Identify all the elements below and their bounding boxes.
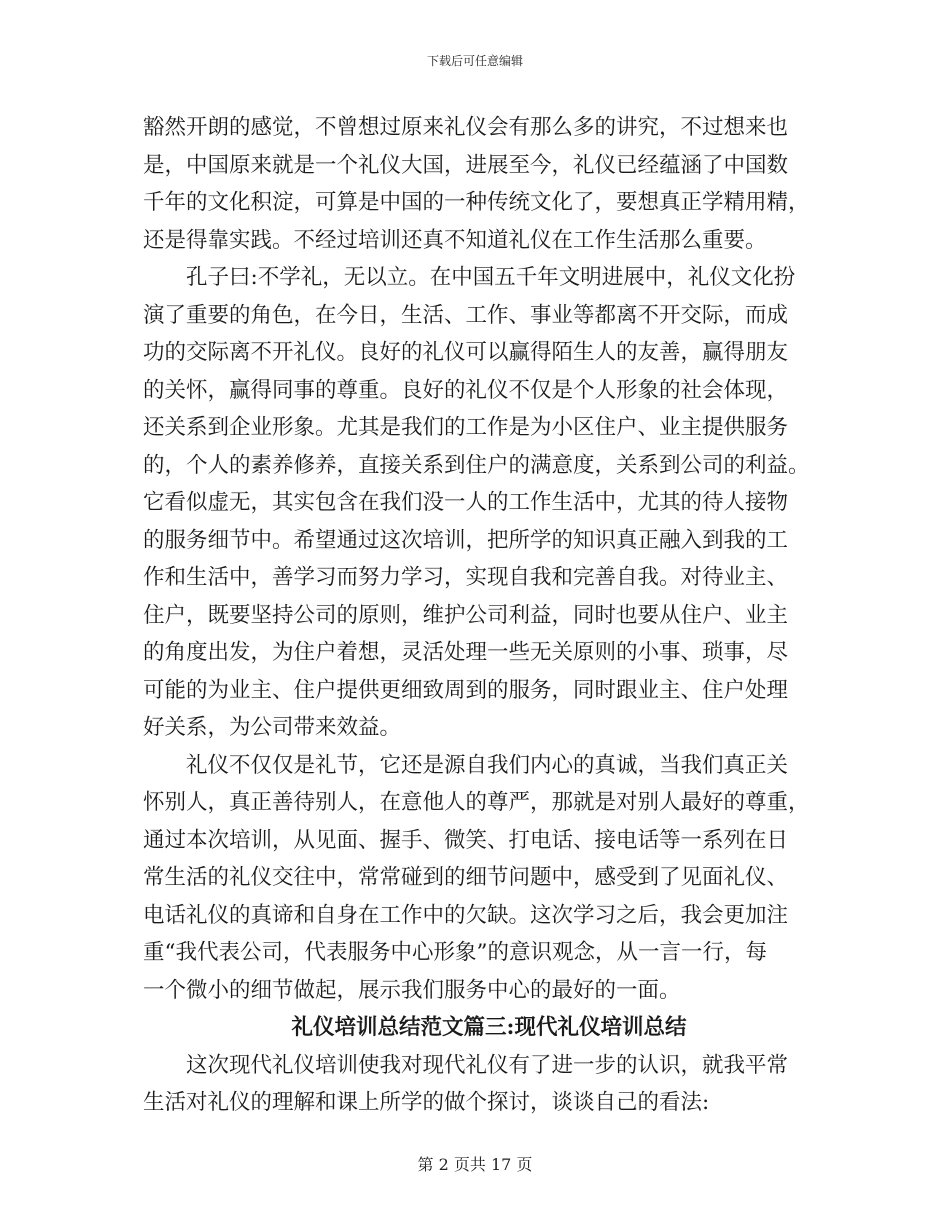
text-line: 还是得靠实践。不经过培训还真不知道礼仪在工作生活那么重要。: [143, 227, 767, 253]
paragraph-start-line: 礼仪不仅仅是礼节，它还是源自我们内心的真诚，当我们真正关: [186, 752, 789, 778]
text-line: 怀别人，真正善待别人，在意他人的尊严，那就是对别人最好的尊重，: [143, 790, 810, 815]
text-line: 可能的为业主、住户提供更细致周到的服务，同时跟业主、住户处理: [143, 677, 789, 703]
text-line: 作和生活中，善学习而努力学习，实现自我和完善自我。对待业主、: [143, 565, 789, 590]
text-line: 通过本次培训，从见面、握手、微笑、打电话、接电话等一系列在日: [143, 827, 789, 853]
text-line: 的关怀，赢得同事的尊重。良好的礼仪不仅是个人形象的社会体现，: [143, 377, 789, 403]
text-line: 还关系到企业形象。尤其是我们的工作是为小区住户、业主提供服务: [143, 415, 789, 440]
text-line: 住户，既要坚持公司的原则，维护公司利益，同时也要从住户、业主: [143, 602, 789, 628]
text-line: 是，中国原来就是一个礼仪大国，进展至今，礼仪已经蕴涵了中国数: [143, 152, 789, 178]
text-line: 生活对礼仪的理解和课上所学的做个探讨，谈谈自己的看法:: [143, 1090, 710, 1115]
text-line: 的角度出发，为住户着想，灵活处理一些无关原则的小事、琐事，尽: [143, 640, 789, 665]
text-line: 常生活的礼仪交往中，常常碰到的细节问题中，感受到了见面礼仪、: [143, 865, 789, 890]
text-line: 的，个人的素养修养，直接关系到住户的满意度，关系到公司的利益。: [143, 452, 810, 478]
section-heading: 礼仪培训总结范文篇三:现代礼仪培训总结: [291, 1015, 687, 1040]
page-header: 下载后可任意编辑: [426, 54, 523, 68]
paragraph-start-line: 孔子曰:不学礼，无以立。在中国五千年文明进展中，礼仪文化扮: [186, 265, 796, 290]
paragraph-start-line: 这次现代礼仪培训使我对现代礼仪有了进一步的认识，就我平常: [186, 1052, 789, 1078]
text-line: 一个微小的细节做起，展示我们服务中心的最好的一面。: [143, 977, 681, 1003]
text-line: 的服务细节中。希望通过这次培训，把所学的知识真正融入到我的工: [143, 527, 789, 553]
text-line: 它看似虚无，其实包含在我们没一人的工作生活中，尤其的待人接物: [143, 490, 789, 515]
page-number: 第 2 页共 17 页: [417, 1155, 533, 1174]
text-line: 好关系，为公司带来效益。: [143, 715, 402, 740]
text-line: 重“我代表公司，代表服务中心形象”的意识观念，从一言一行，每: [143, 940, 767, 965]
text-line: 演了重要的角色，在今日，生活、工作、事业等都离不开交际，而成: [143, 302, 789, 328]
document-body: [143, 109, 815, 1122]
text-line: 功的交际离不开礼仪。良好的礼仪可以赢得陌生人的友善，赢得朋友: [143, 340, 789, 365]
text-line: 千年的文化积淀，可算是中国的一种传统文化了，要想真正学精用精，: [143, 190, 810, 215]
text-line: 电话礼仪的真谛和自身在工作中的欠缺。这次学习之后，我会更加注: [143, 902, 789, 928]
text-line: 豁然开朗的感觉，不曾想过原来礼仪会有那么多的讲究，不过想来也: [143, 115, 789, 140]
